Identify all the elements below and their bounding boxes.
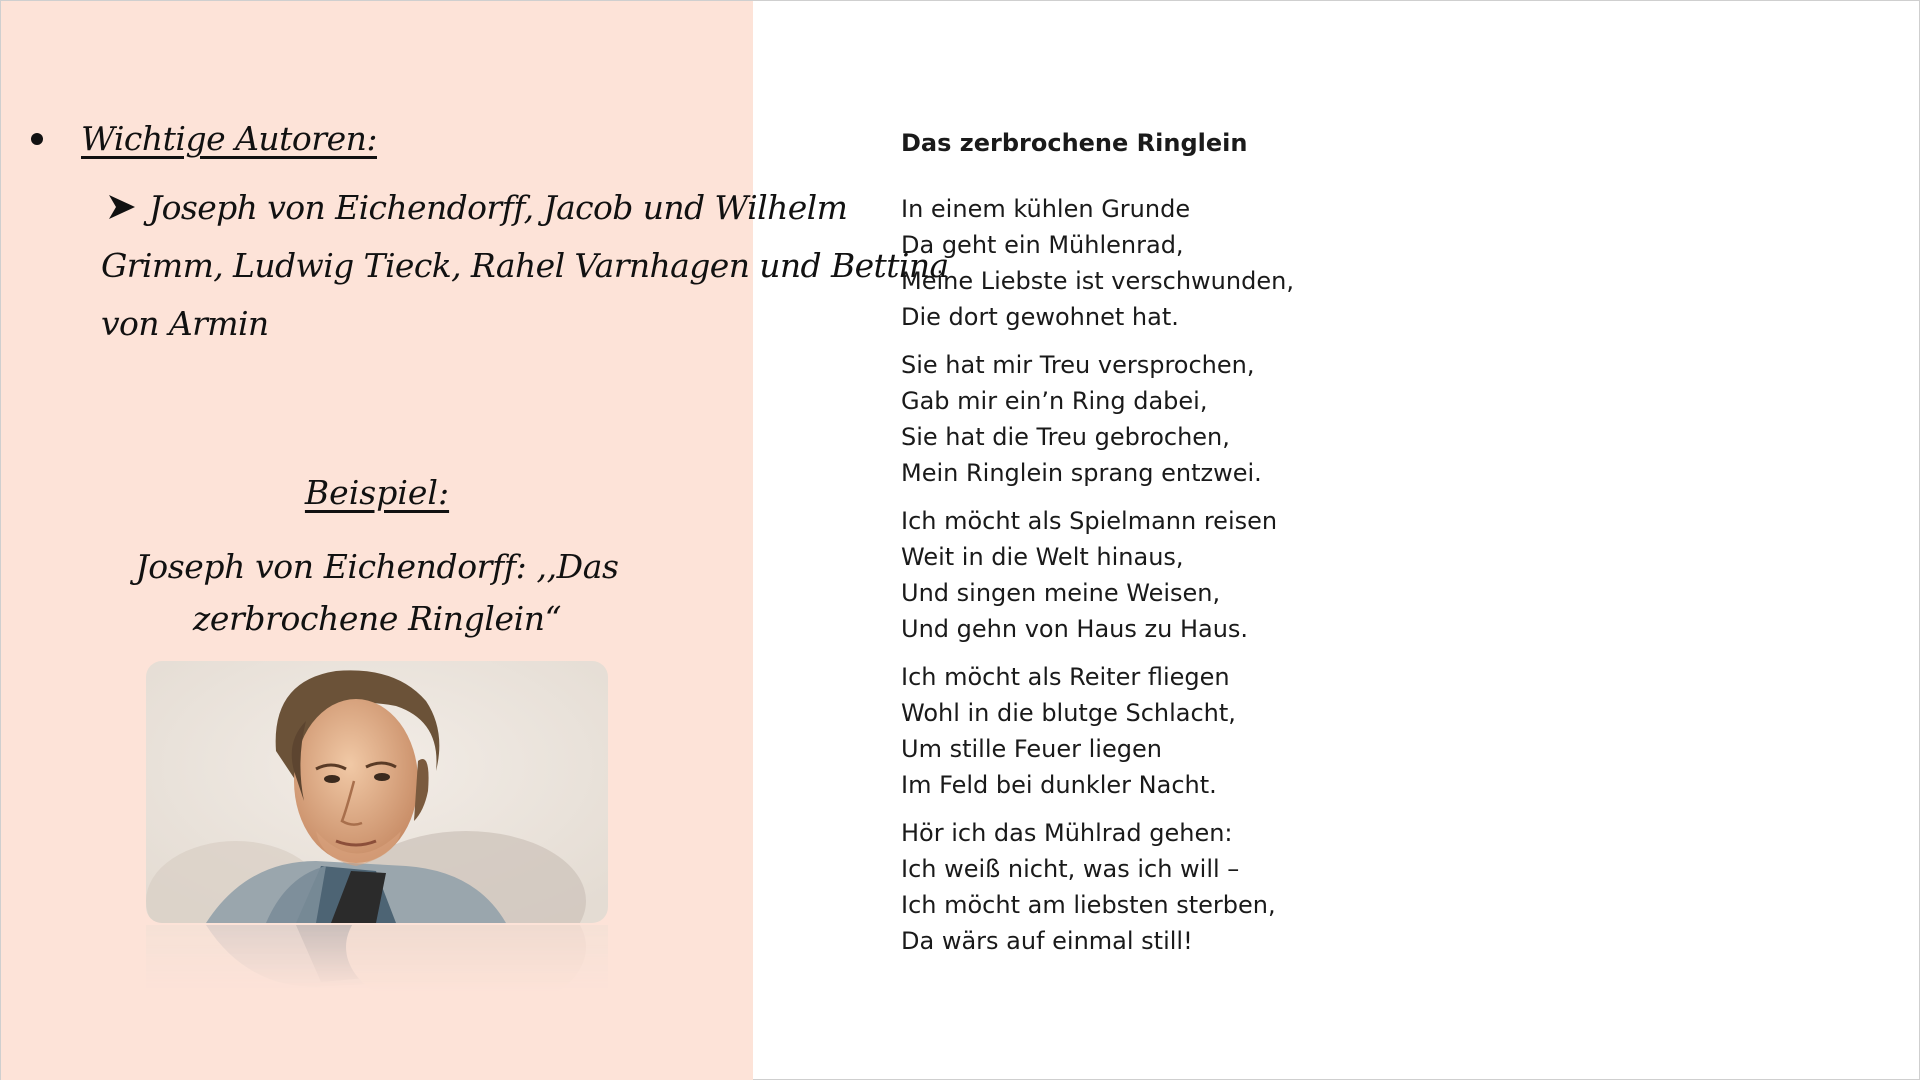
poem-line: In einem kühlen Grunde — [901, 195, 1191, 223]
left-panel — [1, 1, 949, 1080]
portrait-reflection — [146, 925, 608, 993]
poem-line: Hör ich das Mühlrad gehen: — [901, 819, 1233, 847]
poem-line: Die dort gewohnet hat. — [901, 303, 1179, 331]
arrow-right-icon — [107, 192, 137, 222]
poem-line: Ich möcht am liebsten sterben, — [901, 891, 1276, 919]
poem-line: Sie hat mir Treu versprochen, — [901, 351, 1255, 379]
poem-line: Da geht ein Mühlenrad, — [901, 231, 1184, 259]
poem-line: Und gehn von Haus zu Haus. — [901, 615, 1249, 643]
authors-line-2: Grimm, Ludwig Tieck, Rahel Varnhagen und Bettina — [101, 246, 949, 285]
poem-stanza-3 — [901, 503, 1701, 647]
poem-line: Im Feld bei dunkler Nacht. — [901, 771, 1217, 799]
authors-line-3: von Armin — [101, 304, 269, 343]
authors-line-1 — [101, 179, 848, 237]
bullet-dot-icon — [31, 133, 43, 145]
poem-line: Da wärs auf einmal still! — [901, 927, 1193, 955]
poem-line: Mein Ringlein sprang entzwei. — [901, 459, 1262, 487]
poem-line: Gab mir ein’n Ring dabei, — [901, 387, 1208, 415]
eichendorff-portrait — [146, 661, 608, 923]
poem-stanza-5 — [901, 815, 1701, 959]
authors-heading: Wichtige Autoren: — [81, 119, 377, 158]
example-title-line-2: zerbrochene Ringlein“ — [192, 599, 562, 638]
poem-title: Das zerbrochene Ringlein — [901, 129, 1248, 157]
poem-stanza-2 — [901, 347, 1701, 491]
authors-line-text: Joseph von Eichendorff, Jacob und Wilhelm — [149, 188, 848, 227]
poem-line: Wohl in die blutge Schlacht, — [901, 699, 1236, 727]
poem-line: Sie hat die Treu gebrochen, — [901, 423, 1230, 451]
example-label: Beispiel: — [304, 473, 450, 512]
poem-stanza-1 — [901, 191, 1701, 335]
poem — [901, 129, 1701, 971]
poem-line: Und singen meine Weisen, — [901, 579, 1221, 607]
poem-line: Meine Liebste ist verschwunden, — [901, 267, 1294, 295]
poem-line: Um stille Feuer liegen — [901, 735, 1162, 763]
poem-stanza-4 — [901, 659, 1701, 803]
authors-bullet — [31, 119, 377, 158]
example-title — [1, 541, 753, 645]
authors-list — [101, 179, 949, 353]
poem-line: Ich möcht als Reiter fliegen — [901, 663, 1230, 691]
poem-line: Ich möcht als Spielmann reisen — [901, 507, 1278, 535]
portrait-image — [146, 661, 608, 991]
poem-line: Ich weiß nicht, was ich will – — [901, 855, 1240, 883]
poem-line: Weit in die Welt hinaus, — [901, 543, 1184, 571]
example-title-line-1: Joseph von Eichendorff: ,,Das — [135, 547, 619, 586]
